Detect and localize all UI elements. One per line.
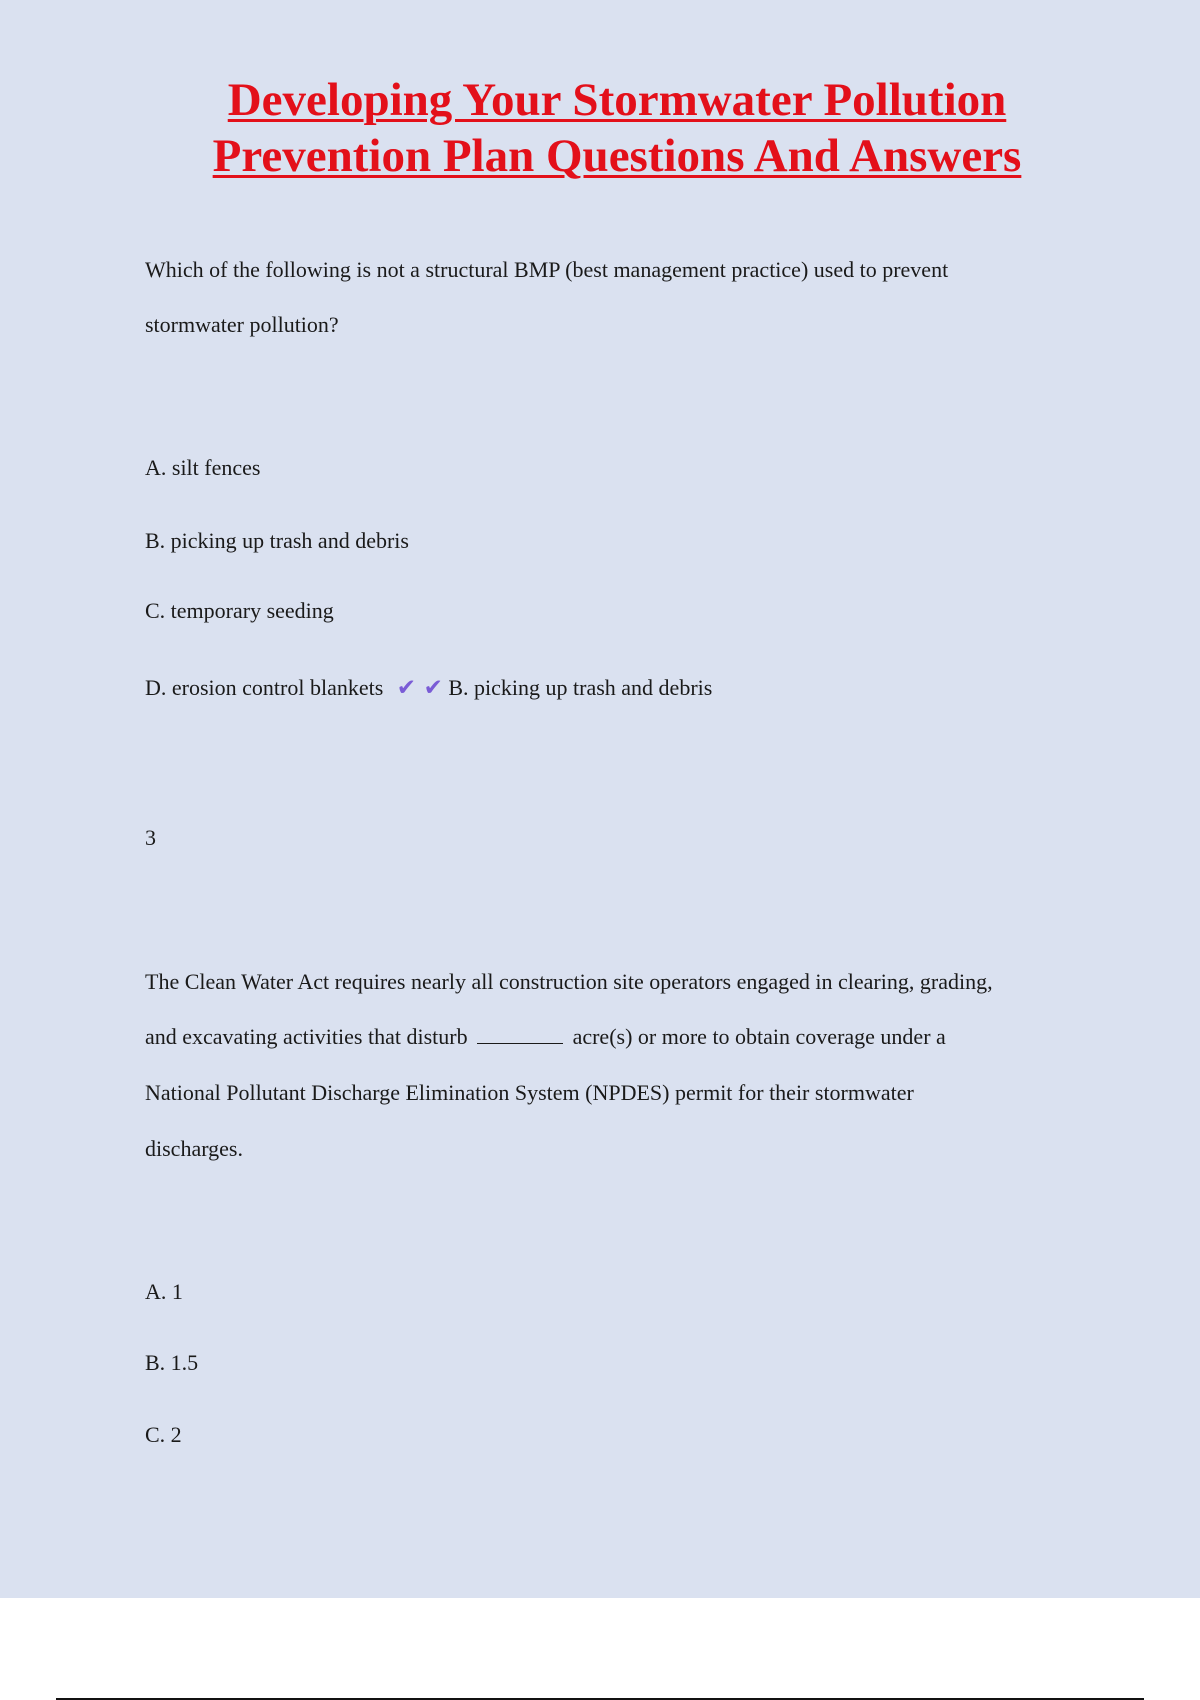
question-2-stem-line-3: National Pollutant Discharge Elimination System (NPDES) permit for their stormwater [145,1080,914,1105]
question-1-option-a: A. silt fences [145,455,261,480]
question-2-stem-line-1: The Clean Water Act requires nearly all construction site operators engaged in clearing, grading, [145,969,993,994]
fill-in-blank [477,1025,563,1044]
question-1-answer: B. picking up trash and debris [448,675,713,700]
question-1-stem-line-2: stormwater pollution? [145,312,339,337]
question-2-stem-line-4: discharges. [145,1136,243,1161]
question-1-stem-line-1: Which of the following is not a structural BMP (best management practice) used to prevent [145,257,949,282]
question-1-option-d: D. erosion control blankets [145,675,384,700]
question-2-option-c: C. 2 [145,1422,182,1447]
question-1-option-c: C. temporary seeding [145,598,334,623]
question-2-stem-after-blank: acre(s) or more to obtain coverage under a [572,1024,946,1049]
page-title [0,72,1200,184]
question-1-option-b: B. picking up trash and debris [145,528,409,553]
question-2-stem-before-blank: and excavating activities that disturb [145,1024,468,1049]
question-2-stem-line-2 [145,1023,946,1051]
check-icon: ✔ [396,675,417,701]
question-2-option-b: B. 1.5 [145,1350,199,1375]
question-1-option-d-row [145,674,712,702]
check-icon: ✔ [423,675,443,701]
question-number: 3 [145,825,156,850]
question-2-option-a: A. 1 [145,1279,183,1304]
title-line-1: Developing Your Stormwater Pollution [227,74,1007,126]
title-line-2: Prevention Plan Questions And Answers [212,130,1022,182]
